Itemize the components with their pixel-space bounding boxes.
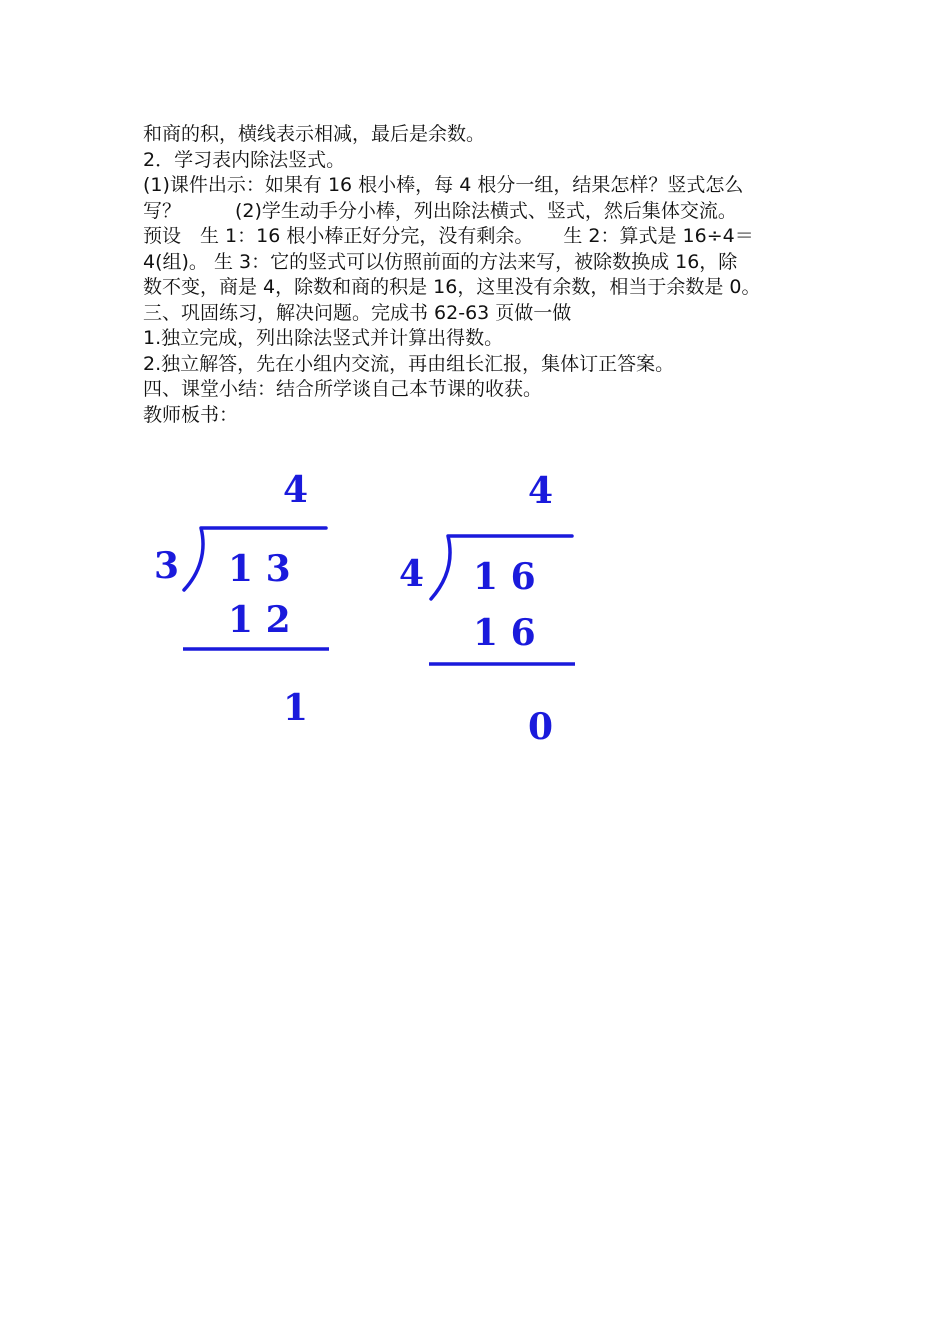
division2-divisor: 4 [399, 553, 425, 595]
text-segment: 预设 生 1：16 根小棒正好分完，没有剩余。 [143, 225, 534, 247]
division1-remainder: 1 [283, 687, 309, 729]
division2-remainder: 0 [528, 706, 554, 748]
division2-quotient: 4 [528, 470, 554, 512]
text-segment: (2)学生动手分小棒，列出除法横式、竖式，然后集体交流。 [235, 199, 737, 222]
text-line: 教师板书： [143, 403, 239, 426]
division1-product: 1 2 [228, 599, 291, 641]
division1-quotient: 4 [283, 469, 309, 511]
text-line: 三、巩固练习，解决问题。完成书 62-63 页做一做 [143, 301, 572, 324]
text-line: 数不变，商是 4，除数和商的积是 16，这里没有余数，相当于余数是 0。 [143, 276, 761, 298]
text-line: 和商的积，横线表示相减，最后是余数。 [143, 123, 486, 145]
text-line: 四、课堂小结：结合所学谈自己本节课的收获。 [143, 378, 543, 400]
text-line: 1.独立完成，列出除法竖式并计算出得数。 [143, 327, 504, 349]
division2-product: 1 6 [473, 612, 536, 654]
text-line: 2.独立解答，先在小组内交流，再由组长汇报，集体订正答案。 [143, 352, 675, 375]
text-segment: 写？ [143, 199, 182, 222]
text-line: (1)课件出示：如果有 16 根小棒，每 4 根分一组，结果怎样？竖式怎么 [143, 174, 744, 196]
division1-divisor: 3 [154, 545, 180, 587]
division1-dividend: 1 3 [228, 548, 291, 590]
text-line: 4(组)。 生 3：它的竖式可以仿照前面的方法来写，被除数换成 16，除 [143, 250, 738, 273]
division2-dividend: 1 6 [473, 556, 536, 598]
text-line: 2．学习表内除法竖式。 [143, 148, 346, 171]
text-segment: 生 2：算式是 16÷4＝ [563, 225, 754, 247]
